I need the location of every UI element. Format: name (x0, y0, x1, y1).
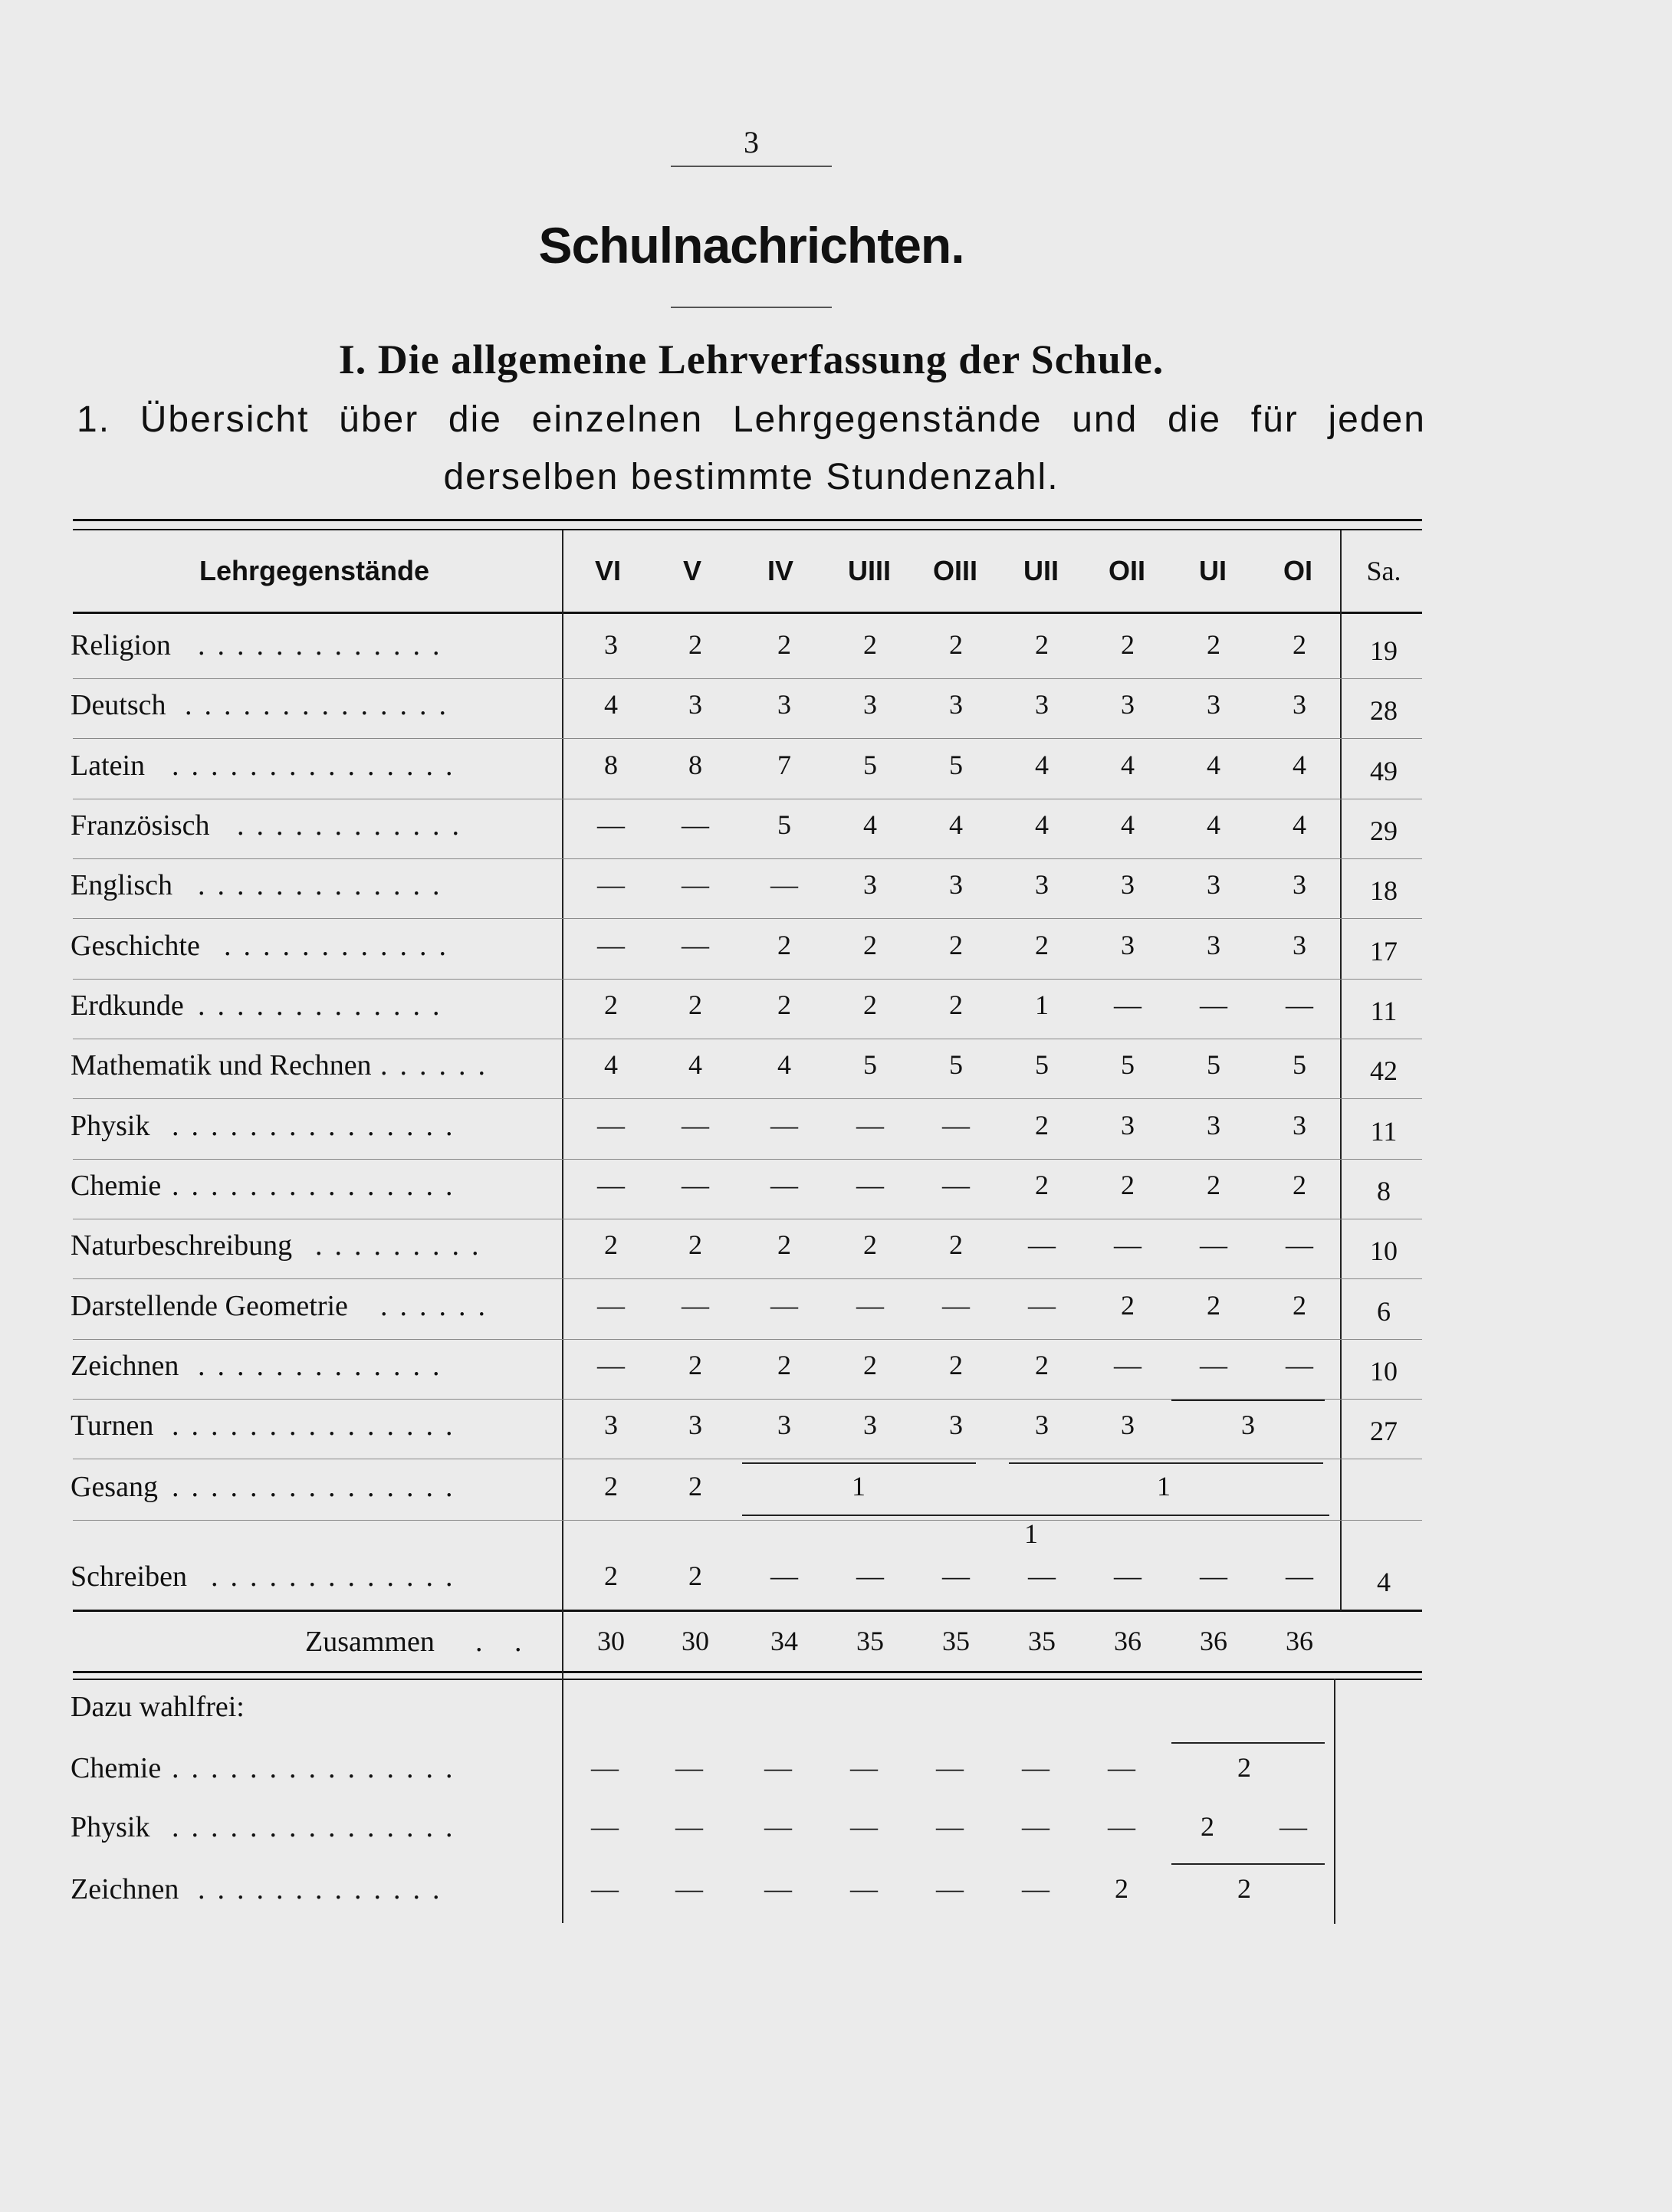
header-class: V (682, 555, 701, 586)
row-rule (73, 1159, 1422, 1160)
row-rule (73, 979, 1422, 980)
table-cell: 3 (1121, 1410, 1135, 1440)
row-sum: 42 (1370, 1055, 1398, 1086)
table-cell: 3 (1121, 869, 1135, 900)
row-label: Geschichte (71, 930, 200, 962)
row-sum: 19 (1370, 635, 1398, 666)
subtitle-word: die (1167, 399, 1222, 440)
table-cell: 5 (949, 750, 963, 780)
table-cell: — (597, 869, 625, 900)
table-cell: — (1200, 1561, 1227, 1591)
subtitle-word: über (339, 399, 419, 440)
optional-cell: — (675, 1811, 703, 1842)
table-cell: 4 (863, 809, 877, 840)
combined-bracket (742, 1462, 976, 1464)
leader-dots: ............. (198, 1350, 452, 1382)
combined-value: 1 (1024, 1518, 1038, 1549)
table-cell: 2 (688, 1561, 702, 1591)
combined-bracket (1171, 1742, 1325, 1744)
optional-cell: — (764, 1873, 792, 1904)
total-label: Zusammen (305, 1626, 435, 1658)
optional-cell: — (1108, 1752, 1135, 1783)
table-cell: 2 (863, 989, 877, 1020)
table-top-rule (73, 519, 1422, 521)
table-cell: 2 (1035, 1350, 1049, 1380)
combined-value: 2 (1237, 1873, 1251, 1904)
table-cell: 4 (1293, 750, 1306, 780)
leader-dots: ............... (172, 1170, 465, 1202)
table-cell: 4 (1293, 809, 1306, 840)
row-sum: 29 (1370, 816, 1398, 846)
table-cell: 3 (949, 1410, 963, 1440)
row-sum: 10 (1370, 1236, 1398, 1266)
row-label: Deutsch (71, 689, 166, 721)
table-cell: — (942, 1561, 970, 1591)
subtitle-word: die (448, 399, 502, 440)
leader-dots: ...... (380, 1049, 498, 1081)
row-label: Religion (71, 629, 171, 661)
optional-label: Dazu wahlfrei: (71, 1691, 245, 1723)
table-cell: — (942, 1290, 970, 1321)
table-cell: 3 (1207, 869, 1220, 900)
table-cell: 2 (688, 1471, 702, 1501)
header-subjects: Lehrgegenstände (199, 555, 430, 586)
row-label: Darstellende Geometrie (71, 1290, 348, 1322)
table-cell: — (597, 1290, 625, 1321)
table-cell: — (597, 1110, 625, 1140)
table-cell: — (1028, 1561, 1056, 1591)
table-cell: 3 (1293, 689, 1306, 720)
table-cell: 2 (1293, 629, 1306, 660)
table-cell: 2 (1035, 1110, 1049, 1140)
row-label: Turnen (71, 1410, 154, 1442)
leader-dots: ......... (315, 1229, 491, 1262)
row-sum: 11 (1370, 1116, 1398, 1147)
table-cell: 2 (604, 1229, 618, 1260)
row-sum: 10 (1370, 1356, 1398, 1387)
table-cell: 4 (1121, 750, 1135, 780)
leader-dots: ............ (237, 809, 471, 842)
table-cell: 3 (1035, 689, 1049, 720)
row-label: Zeichnen (71, 1350, 179, 1382)
leader-dots: ............ (224, 930, 458, 962)
table-cell: 5 (1121, 1049, 1135, 1080)
table-cell: 4 (1035, 750, 1049, 780)
table-cell: 2 (688, 629, 702, 660)
leader-dots: . . (475, 1626, 534, 1658)
leader-dots: ............. (198, 629, 452, 661)
row-label: Englisch (71, 869, 172, 901)
row-rule (73, 918, 1422, 919)
optional-cell: — (1022, 1752, 1050, 1783)
table-cell: 2 (604, 989, 618, 1020)
table-cell: 3 (1035, 869, 1049, 900)
table-cell: — (1286, 1350, 1313, 1380)
table-cell: — (1200, 1229, 1227, 1260)
table-cell: 3 (688, 689, 702, 720)
row-sum: 18 (1370, 875, 1398, 906)
table-cell: 3 (1121, 689, 1135, 720)
optional-cell: 2 (1201, 1811, 1214, 1842)
table-cell: 2 (777, 1229, 791, 1260)
row-label: Mathematik und Rechnen (71, 1049, 372, 1081)
optional-cell: — (591, 1752, 619, 1783)
row-rule (73, 1339, 1422, 1340)
table-cell: 3 (1121, 1110, 1135, 1140)
table-cell: 4 (777, 1049, 791, 1080)
main-title: Schulnachrichten. (538, 217, 964, 274)
table-cell: 3 (604, 1410, 618, 1440)
combined-bracket (742, 1515, 1329, 1516)
table-cell: — (770, 1110, 798, 1140)
optional-cell: — (764, 1811, 792, 1842)
row-label: Französisch (71, 809, 210, 842)
table-cell: — (1114, 1229, 1141, 1260)
table-cell: — (682, 1170, 709, 1200)
leader-dots: ............... (172, 1811, 465, 1843)
total-cell: 30 (682, 1626, 709, 1656)
column-line (1334, 1679, 1335, 1924)
row-label: Schreiben (71, 1561, 187, 1593)
divider (671, 307, 832, 308)
table-cell: — (1028, 1229, 1056, 1260)
table-cell: 2 (863, 930, 877, 960)
row-rule (73, 1278, 1422, 1279)
table-cell: 4 (604, 689, 618, 720)
table-cell: 4 (604, 1049, 618, 1080)
table-cell: 2 (863, 1229, 877, 1260)
table-cell: 5 (863, 1049, 877, 1080)
subtitle-word: 1. (77, 399, 111, 440)
table-cell: — (1028, 1290, 1056, 1321)
table-cell: 3 (688, 1410, 702, 1440)
table-cell: 4 (1207, 809, 1220, 840)
combined-value: 2 (1237, 1752, 1251, 1783)
table-cell: — (856, 1170, 884, 1200)
table-cell: 7 (777, 750, 791, 780)
subtitle-word: Übersicht (140, 399, 310, 440)
table-cell: 4 (949, 809, 963, 840)
table-cell: 5 (1035, 1049, 1049, 1080)
subtitle-word: für (1250, 399, 1299, 440)
leader-dots: ............. (211, 1561, 465, 1593)
table-cell: 3 (604, 629, 618, 660)
leader-dots: ............... (172, 1752, 465, 1784)
optional-cell: — (850, 1752, 878, 1783)
optional-cell: — (936, 1873, 964, 1904)
table-cell: — (1200, 989, 1227, 1020)
row-sum: 6 (1377, 1296, 1391, 1327)
subtitle-word: jeden (1328, 399, 1426, 440)
table-cell: — (856, 1290, 884, 1321)
table-cell: 3 (863, 869, 877, 900)
table-cell: — (597, 1350, 625, 1380)
table-cell: — (1286, 989, 1313, 1020)
table-cell: — (770, 1290, 798, 1321)
optional-cell: — (1108, 1811, 1135, 1842)
optional-cell: — (1022, 1811, 1050, 1842)
table-cell: — (1114, 989, 1141, 1020)
table-cell: 2 (604, 1561, 618, 1591)
header-class: UIII (847, 555, 891, 586)
total-cell: 35 (856, 1626, 884, 1656)
table-cell: 4 (1035, 809, 1049, 840)
table-cell: 3 (777, 1410, 791, 1440)
optional-cell: — (1279, 1811, 1307, 1842)
row-rule (73, 858, 1422, 859)
optional-row-label: Zeichnen (71, 1873, 179, 1905)
total-cell: 35 (1028, 1626, 1056, 1656)
subtitle-line1 (77, 399, 1426, 441)
table-cell: 2 (1035, 1170, 1049, 1200)
header-class: OIII (932, 555, 977, 586)
row-label: Physik (71, 1110, 150, 1142)
table-cell: 2 (777, 989, 791, 1020)
table-cell: — (597, 930, 625, 960)
combined-bracket (1171, 1400, 1325, 1401)
combined-bracket (1171, 1863, 1325, 1865)
leader-dots: ...... (380, 1290, 498, 1322)
row-sum: 8 (1377, 1176, 1391, 1206)
table-cell: — (682, 1110, 709, 1140)
table-cell: 2 (688, 1350, 702, 1380)
table-cell: 5 (1207, 1049, 1220, 1080)
optional-cell: — (764, 1752, 792, 1783)
table-cell: — (597, 809, 625, 840)
table-cell: 2 (1035, 930, 1049, 960)
table-cell: 2 (949, 989, 963, 1020)
row-label: Latein (71, 750, 146, 782)
optional-cell: — (1022, 1873, 1050, 1904)
optional-cell: — (850, 1873, 878, 1904)
optional-cell: — (850, 1811, 878, 1842)
optional-cell: — (675, 1873, 703, 1904)
leader-dots: ............... (172, 1471, 465, 1503)
total-cell: 36 (1286, 1626, 1313, 1656)
table-cell: 8 (688, 750, 702, 780)
total-rule (73, 1610, 1422, 1612)
combined-value: 3 (1241, 1410, 1255, 1440)
table-cell: — (770, 869, 798, 900)
table-cell: — (1286, 1229, 1313, 1260)
table-cell: — (682, 1290, 709, 1321)
table-cell: 3 (1293, 869, 1306, 900)
table-cell: 2 (777, 930, 791, 960)
total-rule (73, 1671, 1422, 1673)
row-rule (73, 738, 1422, 739)
row-sum: 49 (1370, 756, 1398, 786)
table-cell: 2 (949, 930, 963, 960)
optional-cell: — (675, 1752, 703, 1783)
header-class: OI (1283, 555, 1312, 586)
header-sum: Sa. (1366, 556, 1401, 586)
table-cell: 2 (1121, 1170, 1135, 1200)
table-cell: — (597, 1170, 625, 1200)
table-cell: 2 (1035, 629, 1049, 660)
optional-cell: — (936, 1811, 964, 1842)
combined-bracket (1009, 1462, 1323, 1464)
header-class: VI (594, 555, 621, 586)
table-cell: 3 (1207, 689, 1220, 720)
table-top-rule (73, 529, 1422, 530)
table-cell: — (1286, 1561, 1313, 1591)
subtitle-word: und (1072, 399, 1138, 440)
table-cell: 2 (688, 1229, 702, 1260)
table-cell: 2 (949, 629, 963, 660)
column-line (562, 530, 563, 1923)
row-rule (73, 678, 1422, 679)
table-cell: 3 (1035, 1410, 1049, 1440)
total-cell: 35 (942, 1626, 970, 1656)
table-cell: 3 (1207, 930, 1220, 960)
table-cell: 2 (777, 629, 791, 660)
combined-value: 1 (852, 1471, 866, 1501)
table-cell: 8 (604, 750, 618, 780)
table-cell: 3 (949, 869, 963, 900)
table-cell: 3 (863, 1410, 877, 1440)
table-cell: — (1114, 1350, 1141, 1380)
header-class: OII (1108, 555, 1145, 586)
table-cell: 4 (1207, 750, 1220, 780)
row-rule (73, 1098, 1422, 1099)
table-cell: 5 (863, 750, 877, 780)
optional-cell: — (591, 1811, 619, 1842)
leader-dots: .............. (185, 689, 458, 721)
row-label: Gesang (71, 1471, 158, 1503)
table-cell: — (856, 1110, 884, 1140)
table-cell: 2 (949, 1229, 963, 1260)
table-cell: 3 (1121, 930, 1135, 960)
divider (671, 166, 832, 167)
header-rule (73, 612, 1422, 614)
table-cell: 2 (1293, 1170, 1306, 1200)
row-label: Chemie (71, 1170, 162, 1202)
optional-cell: 2 (1115, 1873, 1128, 1904)
optional-row-label: Physik (71, 1811, 150, 1843)
optional-row-label: Chemie (71, 1752, 162, 1784)
table-cell: 5 (949, 1049, 963, 1080)
leader-dots: ............... (172, 1110, 465, 1142)
subtitle-line2: derselben bestimmte Stundenzahl. (443, 457, 1059, 497)
table-cell: — (942, 1170, 970, 1200)
row-sum: 17 (1370, 936, 1398, 967)
total-rule (73, 1679, 1422, 1680)
leader-dots: ............. (198, 1873, 452, 1905)
table-cell: 2 (1121, 629, 1135, 660)
table-cell: — (942, 1110, 970, 1140)
optional-cell: — (936, 1752, 964, 1783)
header-class: IV (767, 555, 793, 586)
table-cell: 2 (777, 1350, 791, 1380)
page-number: 3 (744, 125, 759, 159)
total-cell: 30 (597, 1626, 625, 1656)
leader-dots: ............... (172, 1410, 465, 1442)
table-cell: 2 (1293, 1290, 1306, 1321)
table-cell: 3 (1293, 930, 1306, 960)
total-cell: 34 (770, 1626, 798, 1656)
subtitle-word: einzelnen (531, 399, 704, 440)
table-cell: — (1200, 1350, 1227, 1380)
header-class: UII (1023, 555, 1059, 586)
table-cell: 2 (949, 1350, 963, 1380)
header-class: UI (1199, 555, 1227, 586)
table-cell: — (856, 1561, 884, 1591)
table-cell: 2 (863, 1350, 877, 1380)
table-cell: 5 (777, 809, 791, 840)
row-rule (73, 1520, 1422, 1521)
table-cell: 2 (1207, 629, 1220, 660)
leader-dots: ............. (198, 989, 452, 1022)
table-cell: — (682, 809, 709, 840)
row-sum: 27 (1370, 1416, 1398, 1446)
table-cell: — (770, 1561, 798, 1591)
table-cell: 3 (863, 689, 877, 720)
table-cell: — (682, 869, 709, 900)
table-cell: 2 (1207, 1170, 1220, 1200)
table-cell: 2 (688, 989, 702, 1020)
table-cell: 3 (1207, 1110, 1220, 1140)
optional-cell: — (591, 1873, 619, 1904)
table-cell: 4 (688, 1049, 702, 1080)
table-cell: — (682, 930, 709, 960)
leader-dots: ............... (172, 750, 465, 782)
total-cell: 36 (1114, 1626, 1141, 1656)
combined-value: 1 (1157, 1471, 1171, 1501)
subtitle-word: Lehrgegenstände (732, 399, 1043, 440)
row-sum: 4 (1377, 1567, 1391, 1597)
table-cell: 1 (1035, 989, 1049, 1020)
table-cell: 2 (1121, 1290, 1135, 1321)
table-cell: — (1114, 1561, 1141, 1591)
table-cell: 2 (1207, 1290, 1220, 1321)
total-cell: 36 (1200, 1626, 1227, 1656)
table-cell: — (770, 1170, 798, 1200)
row-label: Erdkunde (71, 989, 184, 1022)
row-sum: 11 (1370, 996, 1398, 1026)
table-cell: 3 (949, 689, 963, 720)
table-cell: 4 (1121, 809, 1135, 840)
table-cell: 3 (1293, 1110, 1306, 1140)
table-cell: 3 (777, 689, 791, 720)
row-sum: 28 (1370, 695, 1398, 726)
section-title: I. Die allgemeine Lehrverfassung der Schule. (338, 336, 1164, 382)
row-label: Naturbeschreibung (71, 1229, 293, 1262)
table-cell: 2 (863, 629, 877, 660)
table-cell: 2 (604, 1471, 618, 1501)
leader-dots: ............. (198, 869, 452, 901)
table-cell: 5 (1293, 1049, 1306, 1080)
